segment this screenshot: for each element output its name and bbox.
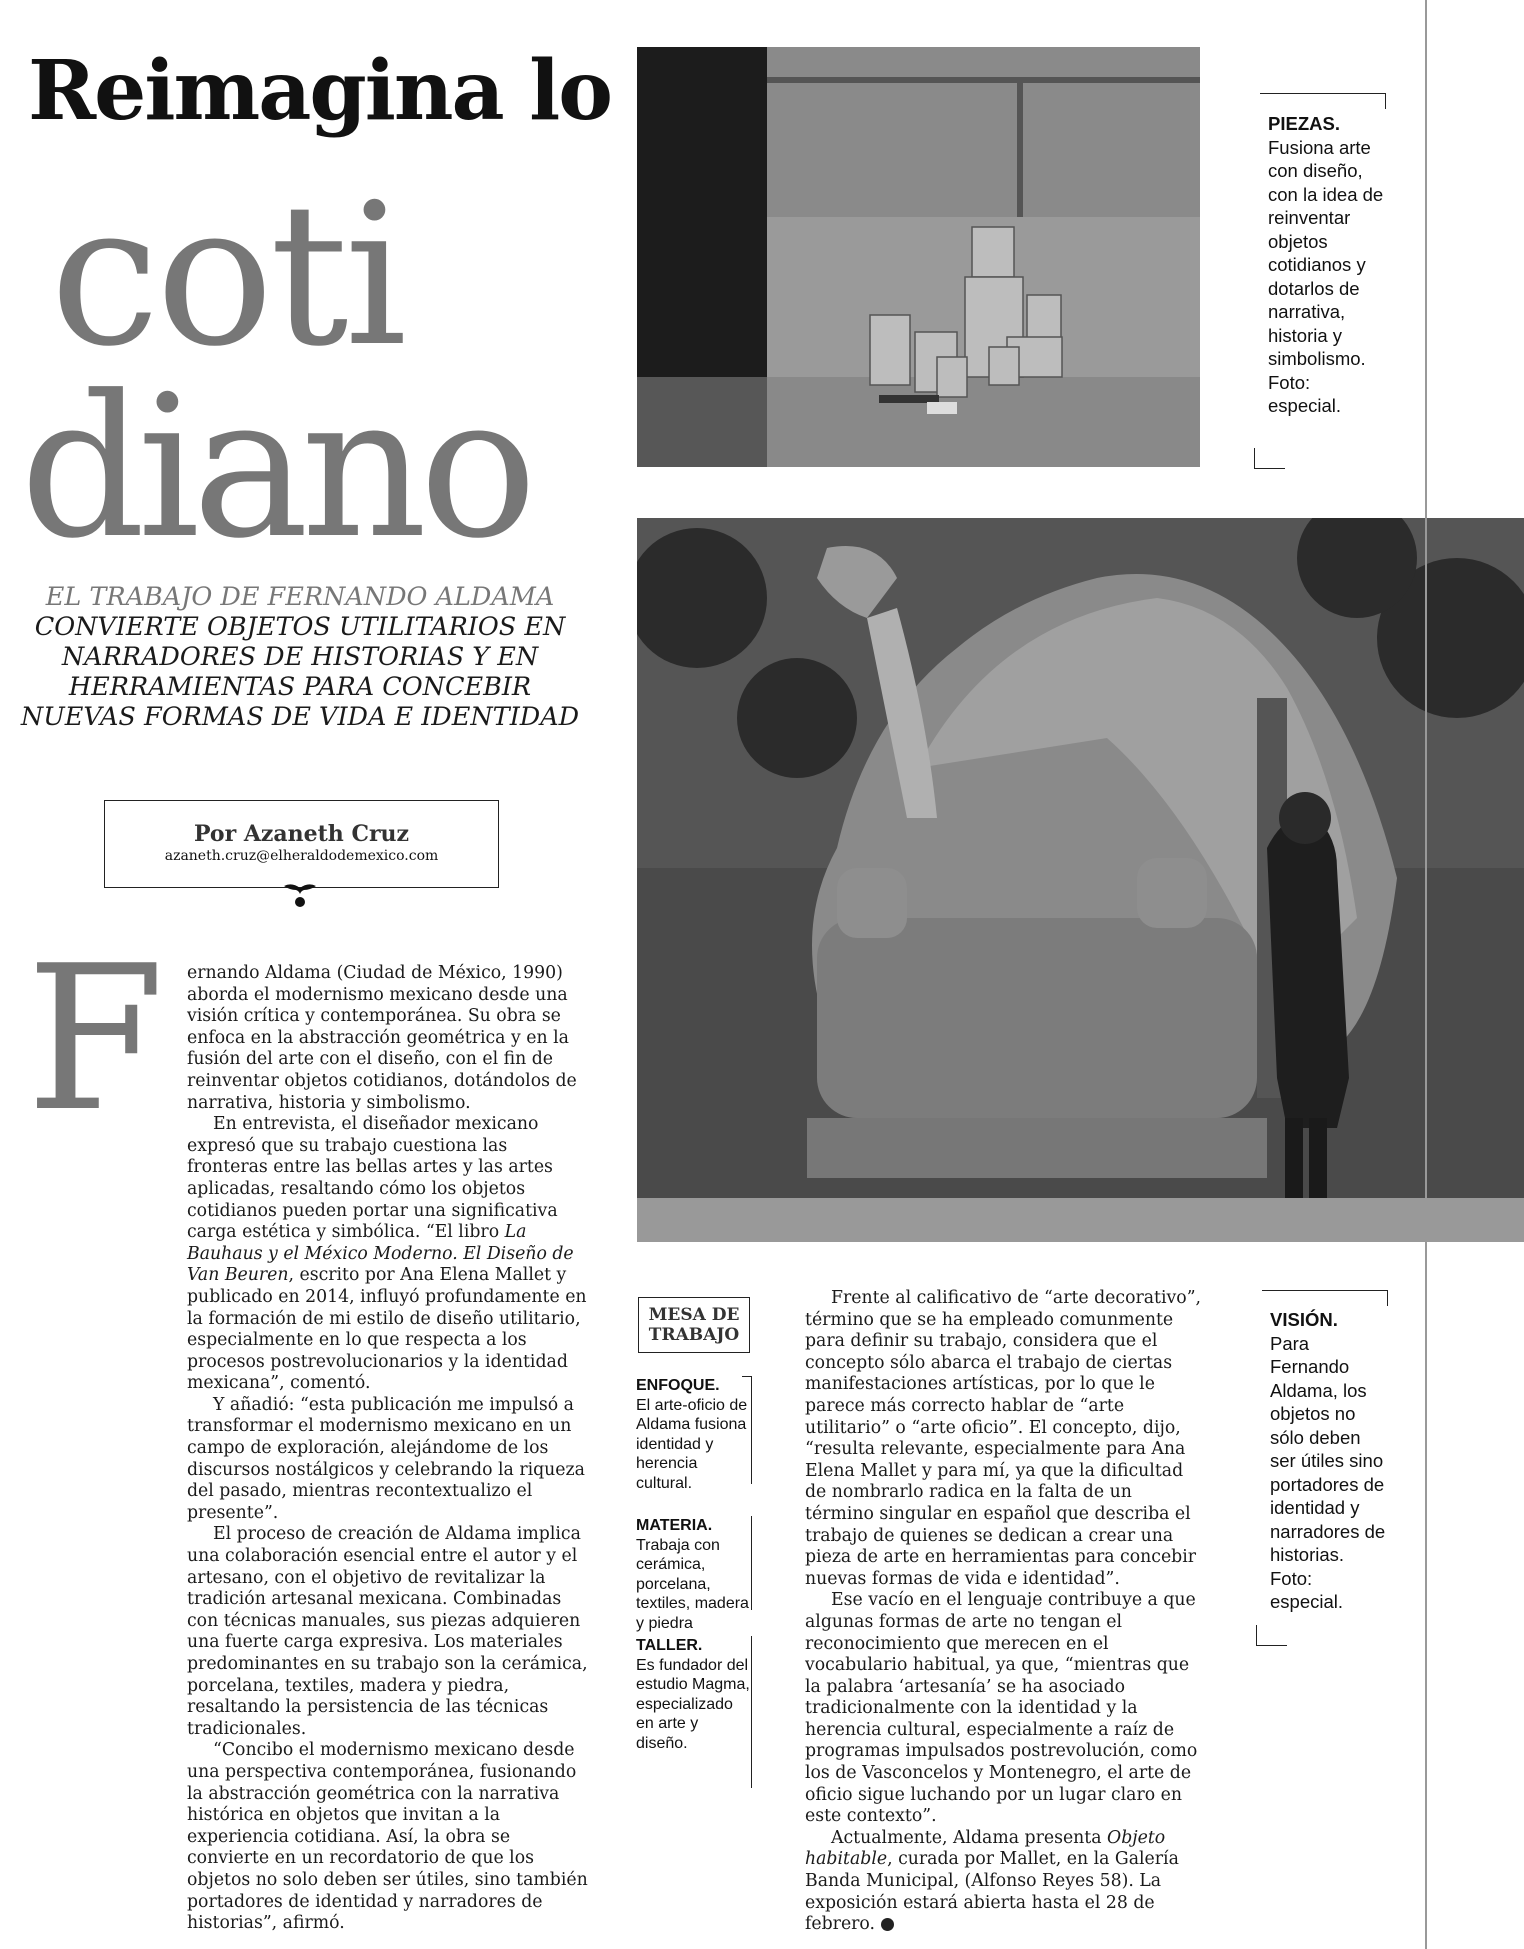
- sidebar-item-text: Es fundador del estudio Magma, especializado en arte y diseño.: [636, 1656, 750, 1752]
- body-text: , escrito por Ana Elena Mallet y publicado en 2014, influyó profundamente en la formación de mi estilo de diseño utilitario, especialmente en lo que respecta a los procesos postrevolucionarios y la identidad mexicana”, comentó.: [187, 1265, 587, 1394]
- sidebar-item-label: TALLER.: [636, 1637, 703, 1654]
- headline-line-1: Reimagina lo: [28, 43, 611, 139]
- caption-piezas: [1268, 112, 1388, 418]
- body-paragraph: “Concibo el modernismo mexicano desde una perspectiva contemporánea, fusionando la abstracción geométrica con la narrativa histórica en objetos que invitan a la experiencia cotidiana. Así, la obra se convierte en un recordatorio de que los objetos no solo deben ser útiles, sino también portadores de identidad y narradores de historias”, afirmó.: [187, 1740, 588, 1934]
- sidebar-item-materia: [636, 1516, 752, 1633]
- caption-bracket: [1256, 1625, 1287, 1646]
- exhibition-title: Objeto habitable: [805, 1827, 1166, 1870]
- caption-bracket: [1254, 448, 1285, 469]
- body-paragraph: Y añadió: “esta publicación me impulsó a transformar el modernismo mexicano en un campo de exploración, alejándome de los discursos nostálgicos y celebrando la riqueza del pasado, mientras recontextualizo el presente”.: [187, 1394, 585, 1523]
- dek-lead: EL TRABAJO DE FERNANDO ALDAMA: [45, 582, 555, 612]
- body-paragraph: ernando Aldama (Ciudad de México, 1990) aborda el modernismo mexicano desde una visión crítica y contemporánea. Su obra se enfoca en la abstracción geométrica y en la fusión del arte con el diseño, con el fin de reinventar objetos cotidianos, dotándolos de narrativa, historia y simbolismo.: [187, 963, 577, 1113]
- photo-eagle-sculpture: [637, 518, 1524, 1242]
- divider: [751, 1636, 752, 1788]
- article-dek: [20, 582, 580, 732]
- divider: [751, 1516, 752, 1610]
- headline-line-2: coti: [50, 162, 404, 390]
- divider: [751, 1376, 752, 1484]
- end-mark-icon: H: [881, 1918, 894, 1931]
- byline-email[interactable]: azaneth.cruz@elheraldodemexico.com: [164, 848, 439, 864]
- caption-vision: [1270, 1308, 1390, 1614]
- byline-box: [104, 800, 499, 888]
- sidebar-title: MESA DE TRABAJO: [638, 1297, 750, 1353]
- body-text: En entrevista, el diseñador mexicano expresó que su trabajo cuestiona las fronteras entre las bellas artes y las artes aplicadas, resaltando cómo los objetos cotidianos pueden portar una significativa carga estética y simbólica. “El libro: [187, 1114, 558, 1243]
- caption-text: Fusiona arte con diseño, con la idea de reinventar objetos cotidianos y dotarlos de narrativa, historia y simbolismo. Foto: especial.: [1268, 136, 1384, 416]
- body-paragraph: Frente al calificativo de “arte decorativo”, término que se ha empleado comunmente para definir su trabajo, considera que el concepto sólo abarca el trabajo de ciertas manifestaciones artísticas, por lo que le parece más correcto hablar de “arte utilitario” o “arte oficio”. El concepto, dijo, “resulta relevante, especialmente para Ana Elena Mallet y para mí, ya que la dificultad de nombrarlo radica en la falta de un término singular en español que describa el trabajo de quienes se dedican a crear una pieza de arte en herramientas para concebir nuevas formas de vida e identidad”.: [805, 1288, 1202, 1589]
- ornament-icon: [282, 880, 318, 912]
- body-column-2: [805, 1288, 1205, 1936]
- body-text: , curada por Mallet, en la Galería Banda Municipal, (Alfonso Reyes 58). La exposición estará abierta hasta el 28 de febrero.: [805, 1849, 1179, 1935]
- body-paragraph: [187, 1114, 592, 1395]
- body-paragraph: [805, 1828, 1205, 1936]
- body-column-1: [187, 963, 592, 1935]
- body-text: Actualmente, Aldama presenta: [831, 1827, 1108, 1848]
- sidebar-item-label: MATERIA.: [636, 1517, 713, 1534]
- book-title: La Bauhaus y el México Moderno. El Diseño de Van Beuren: [187, 1222, 574, 1286]
- caption-label: VISIÓN.: [1270, 1309, 1338, 1330]
- caption-bracket: [1260, 93, 1386, 109]
- caption-bracket: [1262, 1290, 1388, 1306]
- headline-line-3: diano: [20, 354, 530, 582]
- sidebar-item-taller: [636, 1636, 752, 1753]
- sidebar-item-label: ENFOQUE.: [636, 1377, 720, 1394]
- body-paragraph: El proceso de creación de Aldama implica una colaboración esencial entre el autor y el artesano, con el objetivo de revitalizar la tradición artesanal mexicana. Combinadas con técnicas manuales, sus piezas adquieren una fuerte carga expresiva. Los materiales predominantes en su trabajo son la cerámica, porcelana, textiles, madera y piedra, resaltando la persistencia de las técnicas tradicionales.: [187, 1524, 588, 1739]
- page-edge-rule: [1425, 0, 1427, 1949]
- sidebar-item-enfoque: [636, 1376, 752, 1493]
- photo-ceramic-pieces: [637, 47, 1200, 467]
- dek-rest: CONVIERTE OBJETOS UTILITARIOS EN NARRADORES DE HISTORIAS Y EN HERRAMIENTAS PARA CONCEBIR NUEVAS FORMAS DE VIDA E IDENTIDAD: [20, 612, 580, 732]
- caption-text: Para Fernando Aldama, los objetos no sólo deben ser útiles sino portadores de identidad y narradores de historias. Foto: especial.: [1270, 1332, 1386, 1612]
- sidebar-item-text: Trabaja con cerámica, porcelana, textiles, madera y piedra: [636, 1536, 749, 1632]
- body-paragraph: Ese vacío en el lenguaje contribuye a que algunas formas de arte no tengan el reconocimiento que merecen en el vocabulario habitual, ya que, “mientras que la palabra ‘artesanía’ se ha asociado tradicionalmente con la identidad y la herencia cultural, especialmente a raíz de programas impulsados postrevolución, como los de Vasconcelos y Montenegro, el arte de oficio sigue luchando por un lugar claro en este contexto”.: [805, 1590, 1198, 1827]
- drop-cap: F: [26, 923, 165, 1156]
- byline-author: Por Azaneth Cruz: [193, 821, 410, 847]
- caption-label: PIEZAS.: [1268, 113, 1340, 134]
- sidebar-item-text: El arte-oficio de Aldama fusiona identidad y herencia cultural.: [636, 1396, 748, 1492]
